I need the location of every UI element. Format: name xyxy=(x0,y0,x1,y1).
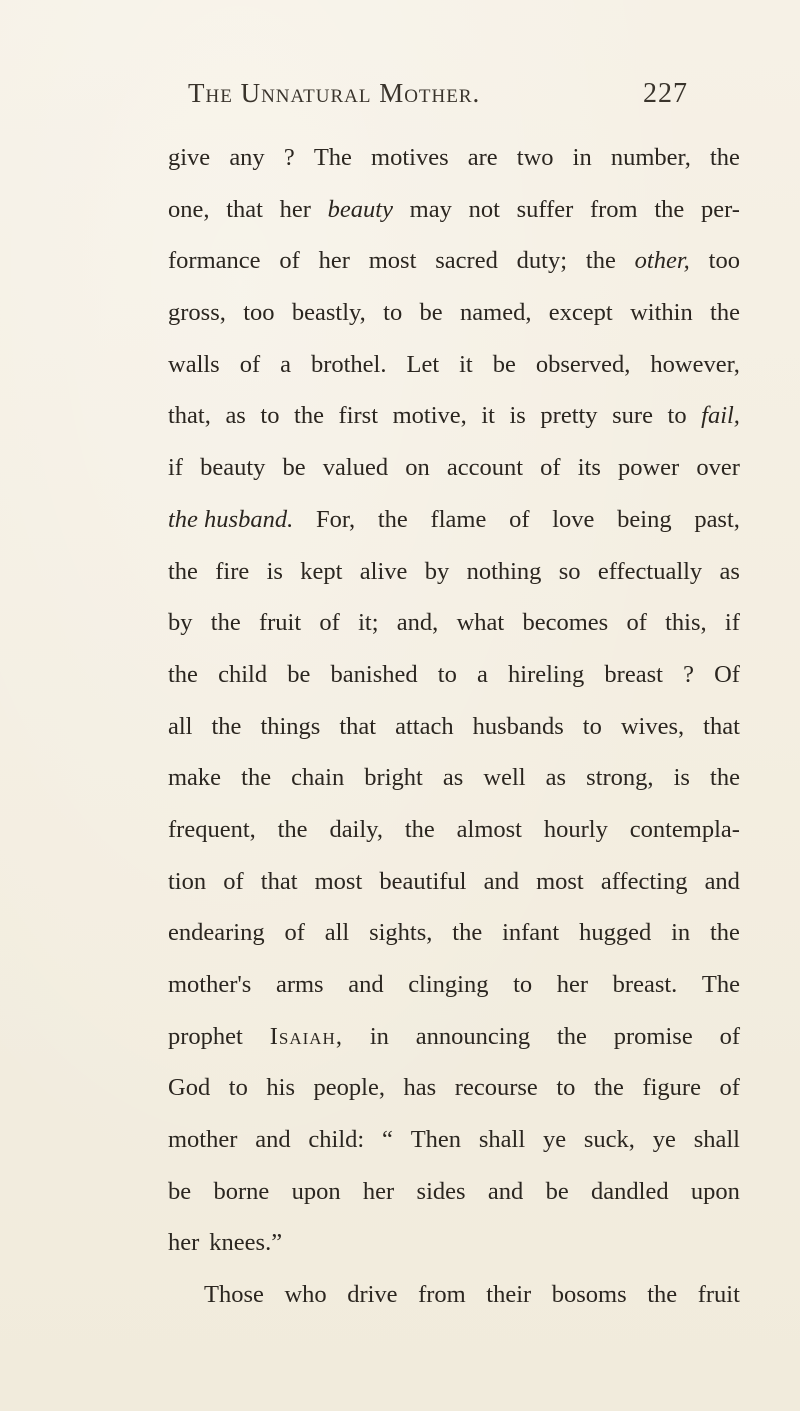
word: of xyxy=(284,919,305,947)
word: be xyxy=(545,1177,569,1205)
word: duty; xyxy=(516,247,568,275)
word: child: xyxy=(308,1126,365,1154)
word: to xyxy=(556,1074,576,1102)
word: be xyxy=(168,1177,192,1205)
text-line xyxy=(168,1269,740,1321)
word: and xyxy=(348,971,384,998)
word: the xyxy=(654,195,685,223)
word: his xyxy=(266,1074,295,1102)
text-line xyxy=(168,907,740,959)
word: alive xyxy=(359,557,408,585)
word: is xyxy=(509,402,526,430)
word: the husband. xyxy=(168,505,294,533)
word: fire xyxy=(215,557,250,585)
word: Of xyxy=(714,660,740,688)
word: and xyxy=(255,1126,291,1154)
word: the xyxy=(647,1281,678,1309)
word: a xyxy=(477,660,488,688)
text-line xyxy=(168,494,740,546)
word: all xyxy=(168,712,193,740)
word: the xyxy=(404,815,435,843)
text-line xyxy=(168,597,740,649)
word: what xyxy=(456,609,505,637)
word: that xyxy=(339,712,377,740)
word: borne xyxy=(213,1177,270,1205)
text-line xyxy=(168,339,740,391)
word: by xyxy=(424,557,450,585)
word: it xyxy=(459,350,473,378)
page-number: 227 xyxy=(643,78,688,109)
word: is xyxy=(266,557,283,585)
word: all xyxy=(324,919,350,947)
word: the xyxy=(277,815,308,843)
text-line xyxy=(168,390,740,442)
word: to xyxy=(437,660,457,688)
word: observed, xyxy=(535,350,631,378)
word: husbands xyxy=(472,712,564,740)
word: almost xyxy=(456,815,522,843)
text-line xyxy=(168,442,740,494)
word: the xyxy=(210,609,241,637)
word: child xyxy=(218,660,268,688)
word: suffer xyxy=(516,195,574,223)
word: bright xyxy=(364,764,423,792)
text-line xyxy=(168,1166,740,1218)
word: drive xyxy=(347,1281,398,1309)
word: from xyxy=(418,1281,466,1309)
word: sides xyxy=(416,1177,466,1205)
word: power xyxy=(617,454,680,482)
word: fruit xyxy=(258,609,302,637)
word: affecting xyxy=(600,867,688,895)
word: that xyxy=(226,195,263,223)
word: their xyxy=(486,1281,532,1309)
word: shall xyxy=(478,1126,526,1154)
text-line xyxy=(168,856,740,908)
word: two xyxy=(516,144,554,171)
word: the xyxy=(241,764,272,792)
word: ? xyxy=(683,660,694,688)
word: the xyxy=(452,919,483,947)
word: promise xyxy=(613,1022,693,1050)
word: any xyxy=(229,144,265,171)
word: of xyxy=(719,1022,740,1050)
word: of xyxy=(239,350,261,378)
word: may xyxy=(409,195,452,223)
word: of xyxy=(319,609,340,637)
word: its xyxy=(577,454,601,482)
word: except xyxy=(548,299,613,327)
text-line xyxy=(168,804,740,856)
word: announcing xyxy=(415,1022,531,1050)
word: it; xyxy=(358,609,379,637)
word: in xyxy=(671,919,691,947)
word: her xyxy=(318,247,350,275)
word: if xyxy=(724,609,740,637)
word: brothel. xyxy=(310,350,387,378)
word: of xyxy=(223,867,244,895)
word: ye xyxy=(652,1126,676,1154)
word: her xyxy=(168,1229,200,1257)
word: be xyxy=(282,454,306,482)
word: breast. xyxy=(612,971,678,998)
word: the xyxy=(556,1022,587,1050)
word: Then xyxy=(410,1126,462,1154)
word: within xyxy=(630,299,693,327)
word: too xyxy=(243,299,275,327)
word: that xyxy=(703,712,740,740)
word: to xyxy=(383,299,403,327)
word: of xyxy=(279,247,300,275)
word: to xyxy=(582,712,602,740)
text-line xyxy=(168,752,740,804)
word: of xyxy=(509,505,530,533)
word: and xyxy=(704,867,740,895)
word: wives, xyxy=(620,712,685,740)
word: daily, xyxy=(329,815,383,843)
word: beastly, xyxy=(291,299,366,327)
word: the xyxy=(585,247,616,275)
word: has xyxy=(403,1074,437,1102)
word: the xyxy=(710,299,740,327)
word: and xyxy=(483,867,519,895)
text-line xyxy=(168,1217,740,1269)
word: walls xyxy=(168,350,220,378)
word: contempla- xyxy=(629,815,740,843)
word: well xyxy=(483,764,526,792)
word: as xyxy=(442,764,464,792)
word: is xyxy=(673,764,690,792)
word: account xyxy=(446,454,524,482)
word: as xyxy=(545,764,567,792)
word: as xyxy=(225,402,246,430)
running-head-title: The Unnatural Mother. xyxy=(188,78,481,108)
word: named, xyxy=(460,299,532,327)
word: her xyxy=(362,1177,395,1205)
word: so xyxy=(558,557,581,585)
word: mother's xyxy=(168,971,252,998)
running-head xyxy=(188,78,688,118)
word: the xyxy=(377,505,408,533)
word: who xyxy=(284,1281,327,1309)
word: of xyxy=(719,1074,740,1102)
word: make xyxy=(168,764,222,792)
word: be xyxy=(492,350,516,378)
word: dandled xyxy=(591,1177,669,1205)
word: shall xyxy=(693,1126,740,1154)
word: flame xyxy=(430,505,487,533)
word: the xyxy=(710,764,740,792)
word: be xyxy=(287,660,311,688)
word: valued xyxy=(322,454,389,482)
word: suck, xyxy=(583,1126,635,1154)
word: not xyxy=(468,195,500,223)
word: and xyxy=(487,1177,524,1205)
text-line xyxy=(168,1062,740,1114)
word: and, xyxy=(396,609,439,637)
word: past, xyxy=(694,505,740,533)
word: of xyxy=(540,454,561,482)
word: kept xyxy=(300,557,343,585)
word: The xyxy=(701,971,740,998)
word: the xyxy=(168,557,198,585)
text-line xyxy=(168,959,740,1011)
word: a xyxy=(280,350,291,378)
word: clinging xyxy=(408,971,489,998)
word: Those xyxy=(204,1281,264,1309)
word: beauty xyxy=(327,195,393,223)
word: most xyxy=(368,247,417,275)
word: chain xyxy=(291,764,345,792)
word: strong, xyxy=(586,764,654,792)
word: her xyxy=(556,971,589,998)
word: to xyxy=(667,402,687,430)
word: figure xyxy=(642,1074,701,1102)
word: motives xyxy=(371,144,449,171)
word: bosoms xyxy=(551,1281,627,1309)
word: that xyxy=(260,867,298,895)
word: banished xyxy=(330,660,418,688)
word: most xyxy=(314,867,363,895)
word: effectually xyxy=(597,557,703,585)
word: recourse xyxy=(454,1074,538,1102)
word: if xyxy=(168,454,183,482)
word: on xyxy=(405,454,430,482)
word: to xyxy=(228,1074,248,1102)
text-line xyxy=(168,649,740,701)
word: too xyxy=(708,247,740,275)
word: prophet xyxy=(168,1022,243,1050)
word: becomes xyxy=(522,609,609,637)
word: being xyxy=(617,505,672,533)
word: sacred xyxy=(435,247,498,275)
word: the xyxy=(168,660,198,688)
word: other, xyxy=(634,247,690,275)
word: Isaiah, xyxy=(269,1022,343,1050)
word: fail, xyxy=(701,402,740,430)
text-line xyxy=(168,132,740,184)
word: by xyxy=(168,609,193,637)
word: The xyxy=(313,144,352,171)
word: from xyxy=(589,195,638,223)
word: beautiful xyxy=(379,867,467,895)
word: formance xyxy=(168,247,261,275)
word: first xyxy=(338,402,379,430)
word: motive, xyxy=(392,402,467,430)
word: “ xyxy=(382,1126,393,1154)
word: ? xyxy=(283,144,295,171)
word: to xyxy=(513,971,533,998)
word: the xyxy=(709,144,740,171)
word: people, xyxy=(313,1074,385,1102)
word: knees.” xyxy=(209,1229,283,1257)
word: breast xyxy=(604,660,663,688)
text-line xyxy=(168,1011,740,1063)
word: pretty xyxy=(540,402,598,430)
word: be xyxy=(419,299,443,327)
text-line xyxy=(168,701,740,753)
word: in xyxy=(369,1022,389,1050)
word: to xyxy=(260,402,280,430)
text-line xyxy=(168,184,740,236)
word: love xyxy=(552,505,595,533)
body-text xyxy=(168,132,740,1321)
word: tion xyxy=(168,867,207,895)
word: sure xyxy=(612,402,653,430)
word: the xyxy=(211,712,242,740)
word: most xyxy=(536,867,584,895)
word: number, xyxy=(610,144,691,171)
word: the xyxy=(593,1074,624,1102)
word: upon xyxy=(690,1177,740,1205)
word: hourly xyxy=(543,815,608,843)
word: hugged xyxy=(579,919,652,947)
word: as xyxy=(719,557,740,585)
word: in xyxy=(572,144,592,171)
word: beauty xyxy=(200,454,266,482)
word: it xyxy=(481,402,495,430)
word: For, xyxy=(315,505,356,533)
word: Let xyxy=(406,350,440,378)
word: frequent, xyxy=(168,815,256,843)
text-line xyxy=(168,546,740,598)
word: attach xyxy=(395,712,454,740)
word: that, xyxy=(168,402,211,430)
text-line xyxy=(168,287,740,339)
word: one, xyxy=(168,195,210,223)
word: infant xyxy=(502,919,560,947)
word: the xyxy=(294,402,324,430)
word: hireling xyxy=(508,660,585,688)
word: mother xyxy=(168,1126,238,1154)
word: gross, xyxy=(168,299,226,327)
word: however, xyxy=(650,350,740,378)
word: of xyxy=(626,609,647,637)
word: per- xyxy=(700,195,740,223)
word: God xyxy=(168,1074,211,1102)
word: this, xyxy=(665,609,707,637)
word: fruit xyxy=(697,1281,740,1309)
word: nothing xyxy=(466,557,542,585)
word: give xyxy=(168,144,211,171)
word: ye xyxy=(542,1126,567,1154)
word: over xyxy=(696,454,740,482)
word: upon xyxy=(291,1177,341,1205)
text-line xyxy=(168,235,740,287)
word: arms xyxy=(275,971,324,998)
word: endearing xyxy=(168,919,265,947)
word: the xyxy=(709,919,740,947)
word: her xyxy=(279,195,311,223)
word: things xyxy=(260,712,321,740)
word: are xyxy=(467,144,498,171)
word: sights, xyxy=(369,919,433,947)
text-line xyxy=(168,1114,740,1166)
